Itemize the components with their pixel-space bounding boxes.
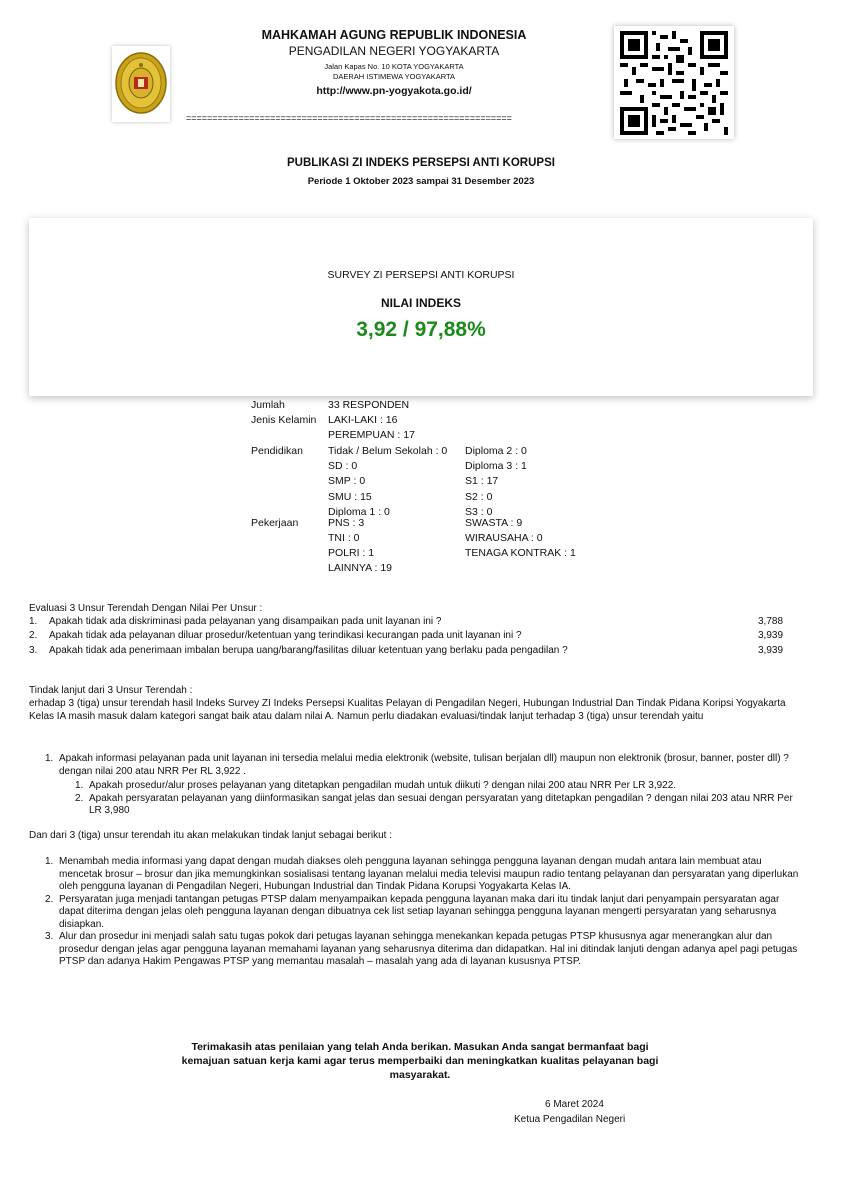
action-number: 1. bbox=[45, 856, 54, 867]
action-number: 3. bbox=[45, 931, 54, 942]
occupation-item: PNS : 3 bbox=[328, 517, 365, 529]
education-item: Diploma 3 : 1 bbox=[465, 460, 527, 472]
education-label: Pendidikan bbox=[251, 445, 303, 457]
thank-you-message: Terimakasih atas penilaian yang telah Anda berikan. Masukan Anda sangat bermanfaat bagi kemajuan satuan kerja kami agar terus memperbaiki dan meningkatkan kualitas pelayanan bagi masyarakat. bbox=[181, 1041, 659, 1081]
court-emblem-logo bbox=[115, 51, 167, 115]
survey-label: SURVEY ZI PERSEPSI ANTI KORUPSI bbox=[327, 269, 515, 281]
followup-item-text: Apakah informasi pelayanan pada unit layanan ini tersedia melalui media elektronik (website, tulisan berjalan dll) maupun non elektronik (brosur, banner, poster dll) ? dengan nilai 200 atau NRR Per RL 3,922 . bbox=[59, 753, 789, 777]
education-item: S2 : 0 bbox=[465, 491, 493, 503]
evaluation-number: 3. bbox=[29, 645, 38, 656]
action-text: Menambah media informasi yang dapat dengan mudah diakses oleh pengguna layanan sehingga pengguna layanan dengan mudah antara lain membuat atau mencetak brosur – brosur dan jika memungkinkan sosialisasi tentang layanan melalui media televisi maupun radio tentang pelayanan dan persyaratan yang diperlukan oleh pengguna layanan di Pengadilan Negeri, Hubungan Industrial dan Tindak Pidana Korupsi Yogyakarta Kelas IA. bbox=[59, 856, 799, 892]
education-item: S1 : 17 bbox=[465, 475, 499, 487]
index-score-value: 3,92 / 97,88% bbox=[356, 318, 486, 341]
education-item: S3 : 0 bbox=[465, 506, 493, 518]
gender-male: LAKI-LAKI : 16 bbox=[328, 414, 398, 426]
actions-heading: Dan dari 3 (tiga) unsur terendah itu akan melakukan tindak lanjut sebagai berikut : bbox=[29, 830, 392, 841]
followup-subitem-number: 1. bbox=[75, 780, 84, 791]
evaluation-value: 3,939 bbox=[758, 630, 784, 641]
occupation-label: Pekerjaan bbox=[251, 517, 299, 529]
followup-subitem-number: 2. bbox=[75, 792, 84, 804]
occupation-item: TENAGA KONTRAK : 1 bbox=[465, 547, 576, 559]
evaluation-row bbox=[29, 630, 794, 643]
followup-item bbox=[45, 753, 799, 778]
followup-heading: Tindak lanjut dari 3 Unsur Terendah : bbox=[29, 685, 193, 696]
document-date: 6 Maret 2024 bbox=[545, 1099, 604, 1110]
evaluation-number: 2. bbox=[29, 630, 38, 641]
header-divider: ============================================================== bbox=[186, 113, 512, 123]
education-item: SD : 0 bbox=[328, 460, 358, 472]
publication-title: PUBLIKASI ZI INDEKS PERSEPSI ANTI KORUPSI bbox=[287, 157, 555, 169]
index-subtitle: NILAI INDEKS bbox=[380, 296, 461, 310]
jumlah-value: 33 RESPONDEN bbox=[328, 399, 410, 411]
occupation-item: POLRI : 1 bbox=[328, 547, 375, 559]
occupation-item: TNI : 0 bbox=[328, 532, 360, 544]
action-number: 2. bbox=[45, 893, 54, 905]
followup-subitems bbox=[75, 780, 801, 818]
education-item: Diploma 1 : 0 bbox=[328, 506, 390, 518]
education-item: SMP : 0 bbox=[328, 475, 366, 487]
actions-list bbox=[45, 856, 804, 969]
occupation-item: LAINNYA : 19 bbox=[328, 562, 393, 574]
followup-subitem-text: Apakah prosedur/alur proses pelayanan yang ditetapkan pengadilan mudah untuk diikuti ? dengan nilai 200 atau NRR Per LR 3,922. bbox=[89, 780, 677, 791]
qr-code-icon bbox=[620, 31, 728, 135]
evaluation-question: Apakah tidak ada penerimaan imbalan berupa uang/barang/fasilitas diluar ketentuan yang berlaku pada pengadilan ? bbox=[49, 645, 568, 656]
followup-subitem-text: Apakah persyaratan pelayanan yang diinformasikan sangat jelas dan sesuai dengan persyaratan yang ditetapkan pengadilan ? dengan nilai 203 atau NRR Per LR 3,980 bbox=[89, 792, 793, 816]
action-text: Persyaratan juga menjadi tantangan petugas PTSP dalam menyampaikan kepada pengguna layanan maka dari itu tindak lanjut dari penyampain persyaratan agar dapat diterima dengan jelas oleh pengguna layanan dengan dibuatnya cek list setiap layanan sehingga pengguna layanan mengerti persyaratan yang seharusnya disiapkan. bbox=[59, 893, 780, 930]
occupation-item: WIRAUSAHA : 0 bbox=[465, 532, 543, 544]
evaluation-value: 3,788 bbox=[758, 616, 784, 627]
court-address-line2: DAERAH ISTIMEWA YOGYAKARTA bbox=[332, 72, 456, 81]
signer-title: Ketua Pengadilan Negeri bbox=[514, 1114, 626, 1125]
jumlah-label: Jumlah bbox=[251, 399, 285, 411]
education-item: Diploma 2 : 0 bbox=[465, 445, 527, 457]
evaluation-value: 3,939 bbox=[758, 645, 784, 656]
gender-female: PEREMPUAN : 17 bbox=[328, 429, 415, 441]
education-item: Tidak / Belum Sekolah : 0 bbox=[328, 445, 448, 457]
evaluation-question: Apakah tidak ada pelayanan diluar prosedur/ketentuan yang terindikasi kecurangan pada unit layanan ini ? bbox=[49, 630, 522, 641]
court-name: PENGADILAN NEGERI YOGYAKARTA bbox=[288, 44, 500, 58]
followup-item-number: 1. bbox=[45, 753, 54, 764]
court-address-line1: Jalan Kapas No. 10 KOTA YOGYAKARTA bbox=[324, 62, 464, 71]
court-website-link[interactable]: http://www.pn-yogyakota.go.id/ bbox=[316, 85, 472, 97]
court-top-heading: MAHKAMAH AGUNG REPUBLIK INDONESIA bbox=[261, 28, 527, 42]
action-text: Alur dan prosedur ini menjadi salah satu tugas pokok dari petugas layanan sehingga menekankan kepada petugas PTSP khususnya agar menerangkan alur dan prosedur dengan jelas agar pengguna layanan memahami layanan yang seharusnya diterima dan didapatkan. Hal ini ditindak lanjuti dengan adanya apel pagi petugas PTSP dan adanya Hakim Pengawas PTSP yang memantau masalah – masalah yang ada di layanan kususnya PTSP. bbox=[59, 931, 798, 967]
evaluation-question: Apakah tidak ada diskriminasi pada pelayanan yang disampaikan pada unit layanan ini ? bbox=[49, 616, 442, 627]
evaluation-number: 1. bbox=[29, 616, 38, 627]
education-item: SMU : 15 bbox=[328, 491, 372, 503]
followup-intro: erhadap 3 (tiga) unsur terendah hasil Indeks Survey ZI Indeks Persepsi Kualitas Pelayan di Pengadilan Negeri, Hubungan Industrial Dan Tindak Pidana Koripsi Yogyakarta Kelas IA masih masuk dalam kategori sangat baik atau dalam nilai A. Namun perlu diadakan evaluasi/tindak lanjut terhadap 3 (tiga) unsur terendah yaitu bbox=[29, 698, 786, 722]
evaluation-heading: Evaluasi 3 Unsur Terendah Dengan Nilai Per Unsur : bbox=[29, 603, 263, 614]
gender-label: Jenis Kelamin bbox=[251, 414, 317, 426]
evaluation-row bbox=[29, 645, 794, 658]
occupation-item: SWASTA : 9 bbox=[465, 517, 523, 529]
publication-period: Periode 1 Oktober 2023 sampai 31 Desember 2023 bbox=[307, 176, 535, 187]
evaluation-row bbox=[29, 616, 794, 629]
